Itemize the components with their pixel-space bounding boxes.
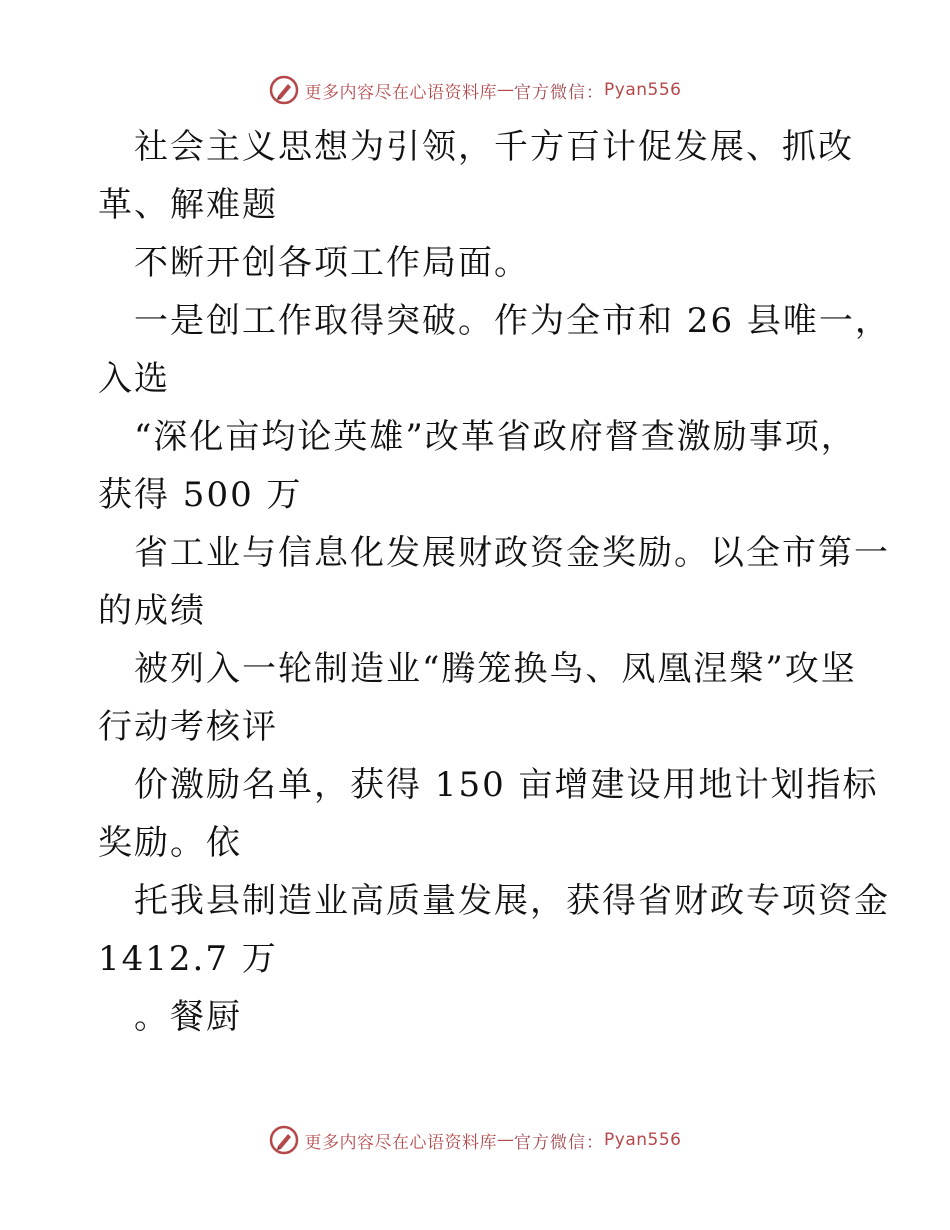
body-line: 不断开创各项工作局面。 bbox=[134, 243, 530, 283]
watermark-dash: — bbox=[497, 1130, 515, 1150]
document-body bbox=[98, 118, 891, 1046]
watermark-wechat-id: Pyan556 bbox=[604, 80, 682, 100]
body-line: 入选 bbox=[98, 359, 170, 399]
body-line: 托我县制造业高质量发展，获得省财政专项资金 bbox=[134, 881, 890, 921]
pen-circle-logo-icon bbox=[269, 75, 299, 105]
body-line: 的成绩 bbox=[98, 591, 206, 631]
watermark-official-label: 官方微信： bbox=[514, 82, 605, 103]
body-line: 被列入一轮制造业“腾笼换鸟、凤凰涅槃”攻坚 bbox=[134, 649, 857, 689]
body-line: 一是创工作取得突破。作为全市和 26 县唯一， bbox=[134, 301, 891, 341]
watermark-dash: — bbox=[497, 80, 515, 100]
watermark-header bbox=[0, 70, 950, 110]
body-line: 价激励名单，获得 150 亩增建设用地计划指标 bbox=[134, 765, 879, 805]
body-line: 奖励。依 bbox=[98, 823, 242, 863]
body-line: 革、解难题 bbox=[98, 185, 278, 225]
watermark-footer bbox=[0, 1120, 950, 1160]
watermark-official-label: 官方微信： bbox=[514, 1132, 605, 1153]
body-line: 。餐厨 bbox=[134, 997, 242, 1037]
body-line: “深化亩均论英雄”改革省政府督查激励事项， bbox=[134, 417, 857, 457]
body-line: 行动考核评 bbox=[98, 707, 278, 747]
watermark-brand-text: 更多内容尽在心语资料库 bbox=[304, 82, 498, 103]
body-line: 1412.7 万 bbox=[98, 939, 278, 979]
body-line: 省工业与信息化发展财政资金奖励。以全市第一 bbox=[134, 533, 890, 573]
body-line: 社会主义思想为引领，千方百计促发展、抓改 bbox=[134, 127, 854, 167]
watermark-brand-text: 更多内容尽在心语资料库 bbox=[304, 1132, 498, 1153]
pen-circle-logo-icon bbox=[269, 1125, 299, 1155]
body-line: 获得 500 万 bbox=[98, 475, 303, 515]
watermark-wechat-id: Pyan556 bbox=[604, 1130, 682, 1150]
